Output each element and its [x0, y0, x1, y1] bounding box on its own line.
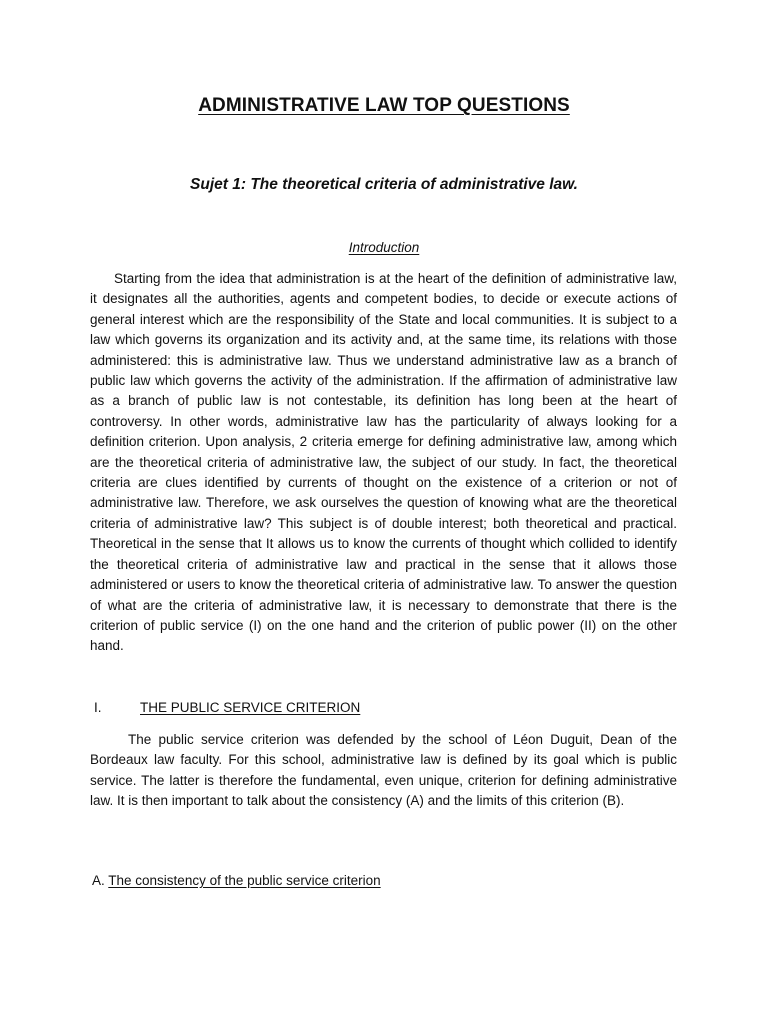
introduction-paragraph: Starting from the idea that administration is at the heart of the definition of administrative law, it designates all the authorities, agents and competent bodies, to decide or execute actions of general interest which are the responsibility of the State and local communities. It is subject to a law which governs its organization and its activity and, at the same time, its relations with those administered: this is administrative law. Thus we understand administrative law as a branch of public law which governs the activity of the administration. If the affirmation of administrative law as a branch of public law is not contestable, its definition has long been at the heart of controversy. In other words, administrative law has the particularity of always looking for a definition criterion. Upon analysis, 2 criteria emerge for defining administrative law, among which are the theoretical criteria of administrative law, the subject of our study. In fact, the theoretical criteria are clues identified by currents of thought on the existence of a criterion or not of administrative law. Therefore, we ask ourselves the question of knowing what are the theoretical criteria of administrative law? This subject is of double interest; both theoretical and practical. Theoretical in the sense that It allows us to know the currents of thought which collided to identify the theoretical criteria of administrative law and practical in the sense that it allows those administered or users to know the theoretical criteria of administrative law. To answer the question of what are the criteria of administrative law, it is necessary to demonstrate that there is the criterion of public service (I) on the one hand and the criterion of public power (II) on the other hand.: [90, 271, 677, 654]
subsection-label: A.: [92, 873, 105, 888]
subsection-heading: [92, 873, 381, 888]
section-heading: [94, 700, 360, 715]
subject-heading: Sujet 1: The theoretical criteria of administrative law.: [190, 176, 578, 193]
section-title: THE PUBLIC SERVICE CRITERION: [140, 700, 361, 715]
subsection-title: The consistency of the public service criterion: [108, 873, 381, 888]
introduction-heading: Introduction: [348, 240, 420, 255]
document-title: ADMINISTRATIVE LAW TOP QUESTIONS: [198, 95, 570, 116]
section-paragraph: The public service criterion was defended by the school of Léon Duguit, Dean of the Bordeaux law faculty. For this school, administrative law is defined by its goal which is public service. The latter is therefore the fundamental, even unique, criterion for defining administrative law. It is then important to talk about the consistency (A) and the limits of this criterion (B).: [90, 732, 677, 809]
section-number: I.: [94, 700, 102, 715]
